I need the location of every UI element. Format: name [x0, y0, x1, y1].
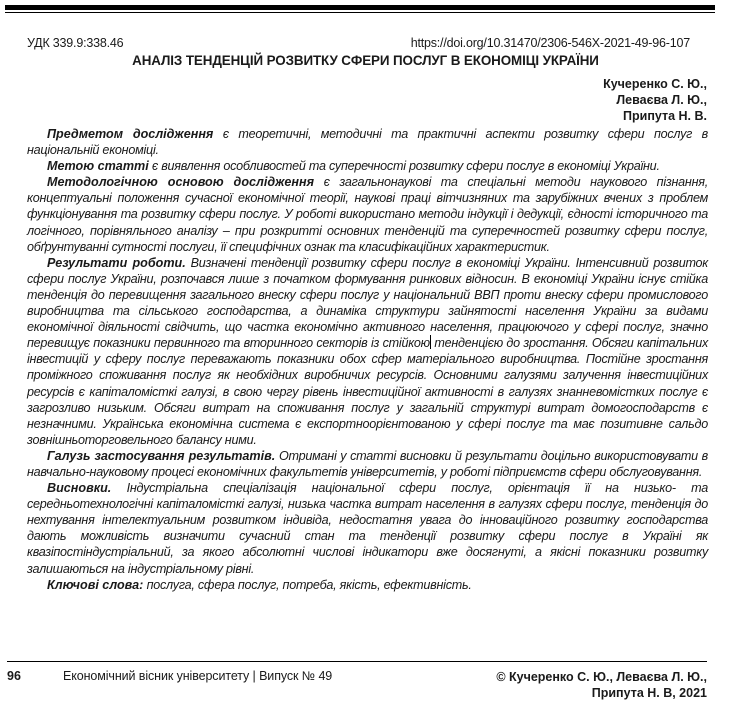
abstract-paragraph-methodology	[27, 174, 708, 254]
paragraph-lead: Висновки.	[47, 481, 112, 496]
abstract[interactable]	[27, 126, 708, 593]
paragraph-lead: Ключові слова:	[47, 577, 144, 592]
paragraph-text: Отримані у статті висновки й результати доцільно використовувати в навчально-науковому процесі економічних факультетів університетів, у роботі підприємств сфери обслуговування.	[27, 448, 708, 479]
paragraph-lead: Методологічною основою дослідження	[47, 175, 315, 190]
abstract-paragraph-conclusions	[27, 480, 708, 577]
paragraph-lead: Галузь застосування результатів.	[47, 448, 276, 463]
abstract-paragraph-application	[27, 448, 708, 480]
paragraph-text: Індустріальна спеціалізація національної сфери послуг, орієнтація її на низько- та середньотехнологічні капіталомісткі галузі, низька частка витрат населення в галузях сфери послуг, тенденція до нехтування інтелектуальним розвитком індивіда, недостатня увага до інноваційного розвитку господарства дають можливість визначити сучасний стан та тенденції розвитку сфери послуг в Україні як квазіпостіндустріальний, за якого абсолютні числові індикатори вже досягнуті, а якісні показники розвитку залишаються на індустріальному рівні.	[27, 481, 708, 576]
author-name: Кучеренко С. Ю.,	[603, 77, 707, 91]
abstract-paragraph-keywords	[27, 577, 708, 593]
paragraph-lead: Предметом дослідження	[47, 127, 214, 141]
copyright-line: Припута Н. В, 2021	[591, 686, 707, 700]
abstract-paragraph-subject	[27, 126, 708, 158]
header-thick-rule	[5, 5, 715, 10]
copyright	[496, 669, 707, 701]
author-list	[603, 76, 707, 124]
paragraph-lead: Результати роботи.	[47, 255, 186, 270]
udk-code: УДК 339.9:338.46	[27, 36, 124, 50]
paragraph-text: є виявлення особливостей та суперечності розвитку сфери послуг в економіці України.	[148, 159, 660, 174]
journal-name: Економічний вісник університету | Випуск № 49	[63, 669, 333, 683]
author-name: Леваєва Л. Ю.,	[616, 93, 707, 107]
abstract-paragraph-goal	[27, 158, 708, 174]
author-name: Припута Н. В.	[623, 109, 707, 123]
article-title: АНАЛІЗ ТЕНДЕНЦІЙ РОЗВИТКУ СФЕРИ ПОСЛУГ В ЕКОНОМІЦІ УКРАЇНИ	[132, 53, 599, 68]
page-number: 96	[7, 669, 21, 683]
copyright-line: © Кучеренко С. Ю., Леваєва Л. Ю.,	[496, 670, 707, 684]
paragraph-text: є загальнонаукові та спеціальні методи наукового пізнання, концептуальні положення сучасної економічної теорії, наукові праці вітчизняних та зарубіжних вчених з проблем функціонування та розвитку сфери послуг. У роботі використано методи індукції і дедукції, єдності історичного та логічного, порівняльного аналізу – при розкритті основних тенденцій та суперечностей розвитку сфери послуг, обґрунтуванні сутності послуги, її специфічних ознак та класифікаційних характеристик.	[27, 175, 708, 254]
paragraph-text: Визначені тенденції розвитку сфери послуг в економіці України. Інтенсивний розвиток сфери послуг України, розпочався лише з початком формування ринкових відносин. В економіці України існує стійка тенденція до перевищення загального внеску сфери послуг у національний ВВП проти внеску сфери промислового виробництва та сільського господарства, а динаміка структури зайнятості населення України за видами економічної діяльності свідчить, що частка економічно активного населення, працюючого у сфері послуг, значно перевищує показники первинного та вторинного секторів із стійкою	[27, 255, 708, 351]
footer-rule	[7, 661, 707, 662]
paragraph-text: тенденцією до зростання. Обсяги капітальних інвестицій у сферу послуг переважають показники обох сфер матеріального виробництва. Постійне зростання проміжного споживання послуг як необхідних виробничих ресурсів. Основними галузями залучення інвестиційних ресурсів є капіталомісткі галузі, в свою чергу рівень інвестиційної активності в галузях знанневомістких послуг є загрозливо низьким. Обсяги витрат на споживання послуг у загальній структурі витрат домогосподарств є незначними. Українська економічна система є експортноорієнтованою у сфері послуг та має позитивне сальдо зовнішньоторговельного балансу ними.	[27, 336, 708, 447]
paragraph-text: є теоретичні, методичні та практичні аспекти розвитку сфери послуг в національній економіці.	[27, 127, 708, 158]
header-thin-rule	[5, 12, 715, 13]
paragraph-lead: Метою статті	[47, 159, 149, 174]
doi-link[interactable]: https://doi.org/10.31470/2306-546X-2021-49-96-107	[410, 36, 690, 50]
paragraph-text: послуга, сфера послуг, потреба, якість, ефективність.	[143, 577, 472, 592]
abstract-paragraph-results	[27, 255, 708, 448]
